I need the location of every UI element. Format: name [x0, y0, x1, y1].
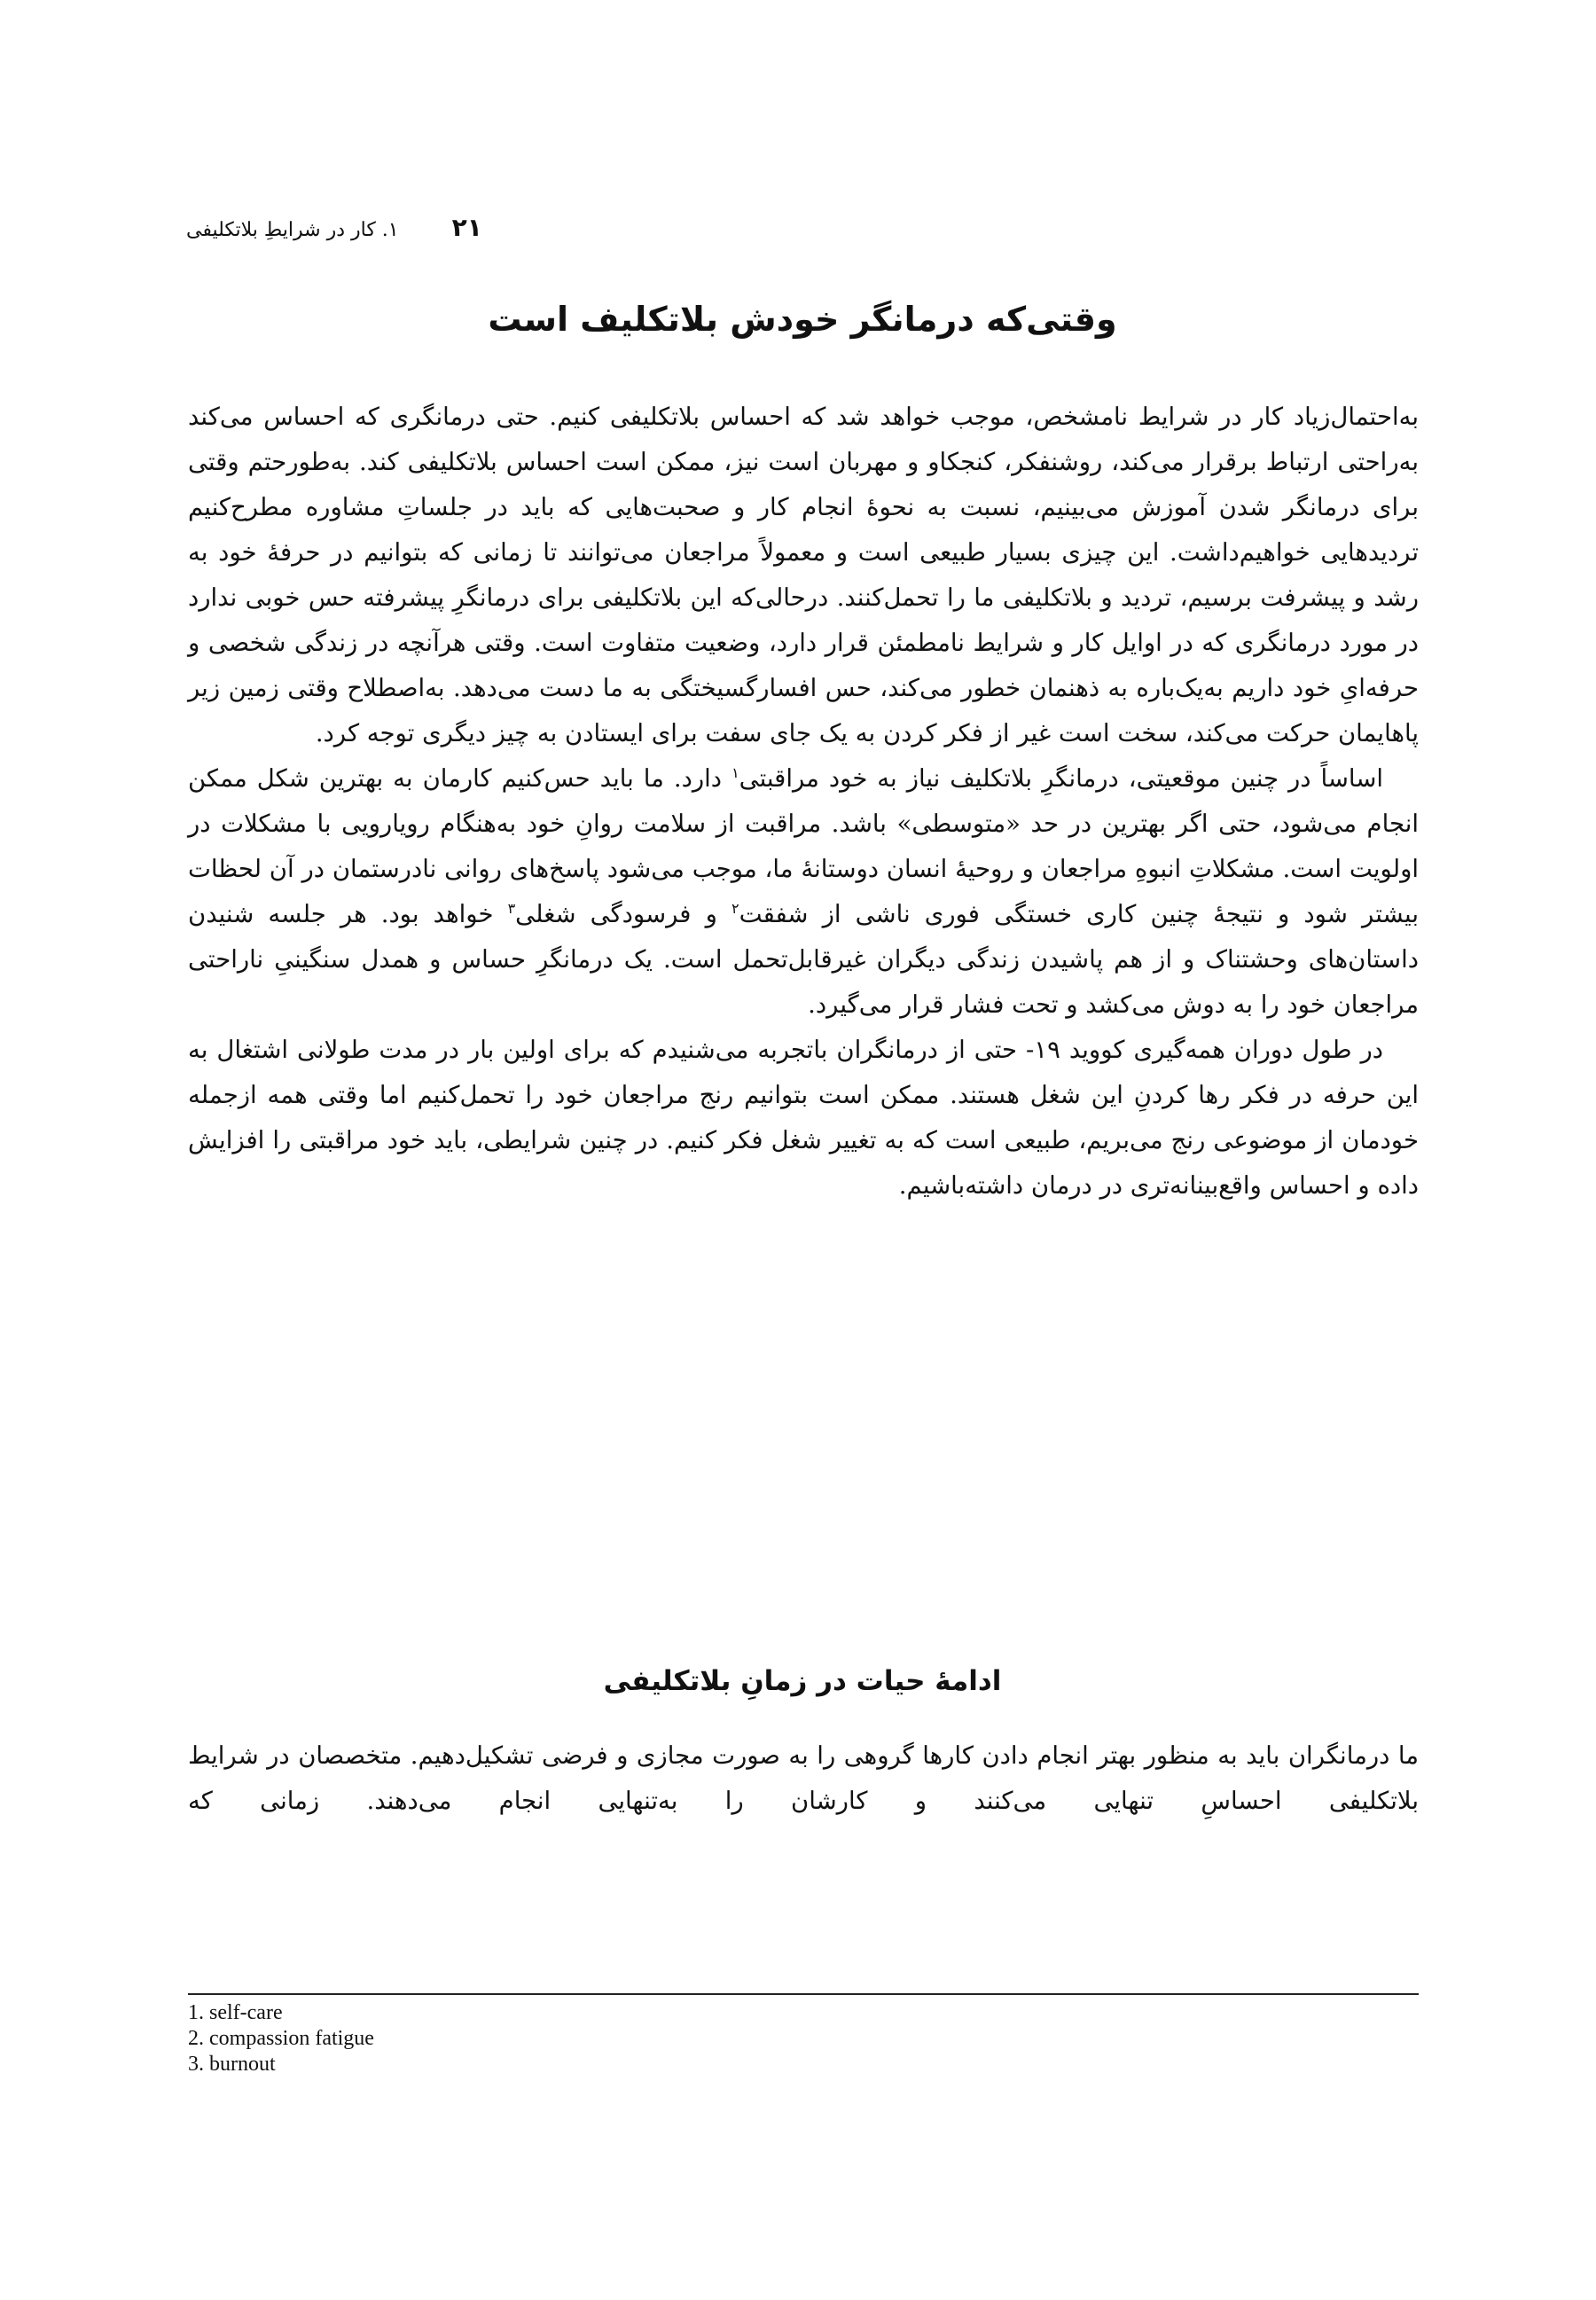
footnote: 2. compassion fatigue: [188, 2027, 374, 2050]
subsection-heading: ادامهٔ حیات در زمانِ بلاتکلیفی: [603, 1665, 1002, 1697]
footnotes: [188, 2000, 374, 2077]
paragraph: ما درمانگران باید به منظور بهتر انجام دادن کارها گروهی را به صورت مجازی و فرضی تشکیل‌دهیم. متخصصان در شرایط بلاتکلیفی احساسِ تنهایی می‌کنند و کارشان را به‌تنهایی انجام می‌دهند. زمانی که: [188, 1741, 1419, 1815]
footnote-ref: ۳: [507, 900, 516, 917]
subsection-body: [188, 1733, 1419, 1824]
text-run: دارد. ما باید حس‌کنیم کارمان به بهترین شکل ممکن انجام می‌شود، حتی اگر بهترین در حد «متوسطی» باشد. مراقبت از سلامت روانِ خود به‌هنگام رویارویی با مشکلات در اولویت است. مشکلاتِ انبوهِ مراجعان و روحیهٔ انسان دوستانهٔ ما، موجب می‌شود پاسخ‌های روانی نادرستمان در آن لحظات بیشتر شود و نتیجهٔ چنین کاری خستگی فوری ناشی از شفقت: [188, 764, 1419, 928]
paragraph: در طول دوران همه‌گیری کووید ‎-۱۹‎ حتی از درمانگران باتجربه می‌شنیدم که برای اولین بار در مدت طولانی اشتغال به این حرفه در فکر رها کردنِ این شغل هستند. ممکن است بتوانیم رنج مراجعان خود را تحمل‌کنیم اما وقتی همه ازجمله خودمان از موضوعی رنج می‌بریم، طبیعی است که به تغییر شغل فکر کنیم. در چنین شرایطی، باید خود مراقبتی را افزایش داده و احساس واقع‌بینانه‌تری در درمان داشته‌باشیم.: [188, 1036, 1419, 1200]
chapter-title: ۱. کار در شرایطِ بلاتکلیفی: [186, 219, 399, 241]
page-number: ۲۱: [451, 213, 482, 242]
paragraph: [188, 756, 1419, 1028]
section-heading: وقتی‌که درمانگر خودش بلاتکلیف است: [488, 300, 1117, 339]
footnote-ref: ۱: [732, 764, 739, 781]
section-body: [188, 395, 1419, 1209]
text-run: خواهد بود. هر جلسه شنیدن داستان‌های وحشتناک و از هم پاشیدن زندگی دیگران غیرقابل‌تحمل است. یک درمانگرِ حساس و همدل سنگینیِ ناراحتی مراجعان خود را به دوش می‌کشد و تحت فشار قرار می‌گیرد.: [188, 900, 1419, 1019]
footnote: 3. burnout: [188, 2053, 276, 2076]
text-run: اساساً در چنین موقعیتی، درمانگرِ بلاتکلیف نیاز به خود مراقبتی: [739, 764, 1383, 793]
running-head: [186, 213, 1419, 242]
footnote-ref: ۲: [732, 900, 739, 917]
footnote: 1. self-care: [188, 2001, 283, 2024]
paragraph: به‌احتمال‌زیاد کار در شرایط نامشخص، موجب خواهد شد که احساس بلاتکلیفی کنیم. حتی درمانگری که احساس می‌کند به‌راحتی ارتباط برقرار می‌کند، روشنفکر، کنجکاو و مهربان است نیز، ممکن است احساس بلاتکلیفی کند. به‌طورحتم وقتی برای درمانگر شدن آموزش می‌بینیم، نسبت به نحوهٔ انجام کار و صحبت‌هایی که باید در جلساتِ مشاوره مطرح‌کنیم تردیدهایی خواهیم‌داشت. این چیزی بسیار طبیعی است و معمولاً مراجعان می‌توانند تا زمانی که بتوانیم در حرفهٔ خود به رشد و پیشرفت برسیم، تردید و بلاتکلیفی ما را تحمل‌کنند. درحالی‌که این بلاتکلیفی برای درمانگرِ پیشرفته حس خوبی ندارد در مورد درمانگری که در اوایل کار و شرایط نامطمئن قرار دارد، وضعیت متفاوت است. وقتی هرآنچه در زندگی شخصی و حرفه‌ایِ خود داریم به‌یک‌باره به ذهنمان خطور می‌کند، حس افسارگسیختگی به ما دست می‌دهد. به‌اصطلاح وقتی زمین زیر پاهایمان حرکت می‌کند، سخت است غیر از فکر کردن به یک جای سفت برای ایستادن به چیز دیگری توجه کرد.: [188, 403, 1419, 747]
text-run: و فرسودگی شغلی: [515, 900, 732, 928]
footnote-divider: [188, 1993, 1419, 1995]
